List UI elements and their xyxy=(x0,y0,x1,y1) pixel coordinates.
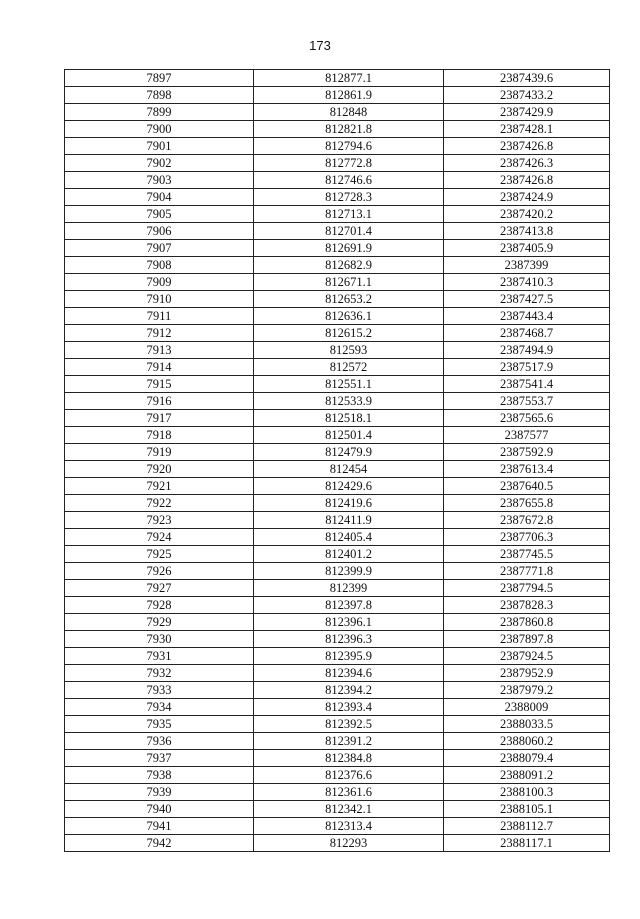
table-row xyxy=(65,444,610,461)
point-id-cell: 7907 xyxy=(65,240,254,257)
table-row xyxy=(65,189,610,206)
table-row xyxy=(65,818,610,835)
x-coordinate-cell: 812396.1 xyxy=(254,614,444,631)
table-row xyxy=(65,87,610,104)
point-id-cell: 7897 xyxy=(65,70,254,87)
y-coordinate-cell: 2388079.4 xyxy=(444,750,610,767)
x-coordinate-cell: 812361.6 xyxy=(254,784,444,801)
point-id-cell: 7909 xyxy=(65,274,254,291)
y-coordinate-cell: 2387427.5 xyxy=(444,291,610,308)
table-row xyxy=(65,121,610,138)
x-coordinate-cell: 812405.4 xyxy=(254,529,444,546)
x-coordinate-cell: 812394.6 xyxy=(254,665,444,682)
table-row xyxy=(65,376,610,393)
y-coordinate-cell: 2387553.7 xyxy=(444,393,610,410)
x-coordinate-cell: 812419.6 xyxy=(254,495,444,512)
x-coordinate-cell: 812454 xyxy=(254,461,444,478)
point-id-cell: 7913 xyxy=(65,342,254,359)
x-coordinate-cell: 812877.1 xyxy=(254,70,444,87)
point-id-cell: 7932 xyxy=(65,665,254,682)
y-coordinate-cell: 2388033.5 xyxy=(444,716,610,733)
table-row xyxy=(65,682,610,699)
x-coordinate-cell: 812682.9 xyxy=(254,257,444,274)
coordinates-table xyxy=(64,69,610,852)
y-coordinate-cell: 2387924.5 xyxy=(444,648,610,665)
point-id-cell: 7915 xyxy=(65,376,254,393)
table-row xyxy=(65,648,610,665)
point-id-cell: 7934 xyxy=(65,699,254,716)
y-coordinate-cell: 2387577 xyxy=(444,427,610,444)
table-row xyxy=(65,155,610,172)
y-coordinate-cell: 2387771.8 xyxy=(444,563,610,580)
x-coordinate-cell: 812393.4 xyxy=(254,699,444,716)
point-id-cell: 7929 xyxy=(65,614,254,631)
point-id-cell: 7939 xyxy=(65,784,254,801)
table-row xyxy=(65,308,610,325)
point-id-cell: 7908 xyxy=(65,257,254,274)
y-coordinate-cell: 2388105.1 xyxy=(444,801,610,818)
table-row xyxy=(65,427,610,444)
x-coordinate-cell: 812394.2 xyxy=(254,682,444,699)
point-id-cell: 7919 xyxy=(65,444,254,461)
y-coordinate-cell: 2388112.7 xyxy=(444,818,610,835)
x-coordinate-cell: 812518.1 xyxy=(254,410,444,427)
y-coordinate-cell: 2387420.2 xyxy=(444,206,610,223)
table-row xyxy=(65,614,610,631)
table-row xyxy=(65,512,610,529)
table-row xyxy=(65,784,610,801)
point-id-cell: 7938 xyxy=(65,767,254,784)
y-coordinate-cell: 2387640.5 xyxy=(444,478,610,495)
point-id-cell: 7927 xyxy=(65,580,254,597)
y-coordinate-cell: 2387613.4 xyxy=(444,461,610,478)
x-coordinate-cell: 812794.6 xyxy=(254,138,444,155)
point-id-cell: 7911 xyxy=(65,308,254,325)
x-coordinate-cell: 812551.1 xyxy=(254,376,444,393)
table-row xyxy=(65,393,610,410)
x-coordinate-cell: 812593 xyxy=(254,342,444,359)
x-coordinate-cell: 812501.4 xyxy=(254,427,444,444)
x-coordinate-cell: 812671.1 xyxy=(254,274,444,291)
y-coordinate-cell: 2387979.2 xyxy=(444,682,610,699)
point-id-cell: 7931 xyxy=(65,648,254,665)
table-body xyxy=(65,70,610,852)
y-coordinate-cell: 2388091.2 xyxy=(444,767,610,784)
y-coordinate-cell: 2388117.1 xyxy=(444,835,610,852)
y-coordinate-cell: 2387399 xyxy=(444,257,610,274)
table-row xyxy=(65,461,610,478)
y-coordinate-cell: 2388100.3 xyxy=(444,784,610,801)
table-row xyxy=(65,240,610,257)
point-id-cell: 7902 xyxy=(65,155,254,172)
point-id-cell: 7928 xyxy=(65,597,254,614)
y-coordinate-cell: 2387433.2 xyxy=(444,87,610,104)
table-row xyxy=(65,257,610,274)
y-coordinate-cell: 2388009 xyxy=(444,699,610,716)
x-coordinate-cell: 812429.6 xyxy=(254,478,444,495)
point-id-cell: 7941 xyxy=(65,818,254,835)
point-id-cell: 7916 xyxy=(65,393,254,410)
point-id-cell: 7937 xyxy=(65,750,254,767)
point-id-cell: 7936 xyxy=(65,733,254,750)
y-coordinate-cell: 2387405.9 xyxy=(444,240,610,257)
x-coordinate-cell: 812395.9 xyxy=(254,648,444,665)
y-coordinate-cell: 2387424.9 xyxy=(444,189,610,206)
x-coordinate-cell: 812411.9 xyxy=(254,512,444,529)
x-coordinate-cell: 812391.2 xyxy=(254,733,444,750)
table-row xyxy=(65,665,610,682)
table-row xyxy=(65,291,610,308)
table-row xyxy=(65,172,610,189)
table-row xyxy=(65,529,610,546)
point-id-cell: 7933 xyxy=(65,682,254,699)
point-id-cell: 7903 xyxy=(65,172,254,189)
table-row xyxy=(65,206,610,223)
y-coordinate-cell: 2387655.8 xyxy=(444,495,610,512)
x-coordinate-cell: 812636.1 xyxy=(254,308,444,325)
y-coordinate-cell: 2387426.8 xyxy=(444,138,610,155)
x-coordinate-cell: 812313.4 xyxy=(254,818,444,835)
table-row xyxy=(65,70,610,87)
table-row xyxy=(65,325,610,342)
table-row xyxy=(65,801,610,818)
x-coordinate-cell: 812615.2 xyxy=(254,325,444,342)
y-coordinate-cell: 2387426.3 xyxy=(444,155,610,172)
table-row xyxy=(65,716,610,733)
point-id-cell: 7918 xyxy=(65,427,254,444)
y-coordinate-cell: 2387494.9 xyxy=(444,342,610,359)
y-coordinate-cell: 2387410.3 xyxy=(444,274,610,291)
table-row xyxy=(65,563,610,580)
x-coordinate-cell: 812401.2 xyxy=(254,546,444,563)
point-id-cell: 7910 xyxy=(65,291,254,308)
y-coordinate-cell: 2387517.9 xyxy=(444,359,610,376)
x-coordinate-cell: 812861.9 xyxy=(254,87,444,104)
y-coordinate-cell: 2387429.9 xyxy=(444,104,610,121)
y-coordinate-cell: 2387565.6 xyxy=(444,410,610,427)
table-row xyxy=(65,597,610,614)
x-coordinate-cell: 812293 xyxy=(254,835,444,852)
y-coordinate-cell: 2387426.8 xyxy=(444,172,610,189)
y-coordinate-cell: 2387468.7 xyxy=(444,325,610,342)
x-coordinate-cell: 812392.5 xyxy=(254,716,444,733)
table-row xyxy=(65,631,610,648)
x-coordinate-cell: 812533.9 xyxy=(254,393,444,410)
y-coordinate-cell: 2387413.8 xyxy=(444,223,610,240)
point-id-cell: 7920 xyxy=(65,461,254,478)
x-coordinate-cell: 812342.1 xyxy=(254,801,444,818)
y-coordinate-cell: 2387794.5 xyxy=(444,580,610,597)
table-row xyxy=(65,546,610,563)
table-row xyxy=(65,342,610,359)
table-row xyxy=(65,138,610,155)
point-id-cell: 7906 xyxy=(65,223,254,240)
x-coordinate-cell: 812653.2 xyxy=(254,291,444,308)
point-id-cell: 7921 xyxy=(65,478,254,495)
table-row xyxy=(65,104,610,121)
point-id-cell: 7914 xyxy=(65,359,254,376)
point-id-cell: 7922 xyxy=(65,495,254,512)
point-id-cell: 7905 xyxy=(65,206,254,223)
y-coordinate-cell: 2387706.3 xyxy=(444,529,610,546)
y-coordinate-cell: 2387428.1 xyxy=(444,121,610,138)
y-coordinate-cell: 2387541.4 xyxy=(444,376,610,393)
point-id-cell: 7923 xyxy=(65,512,254,529)
y-coordinate-cell: 2387952.9 xyxy=(444,665,610,682)
y-coordinate-cell: 2387860.8 xyxy=(444,614,610,631)
x-coordinate-cell: 812479.9 xyxy=(254,444,444,461)
table-row xyxy=(65,478,610,495)
table-row xyxy=(65,359,610,376)
point-id-cell: 7930 xyxy=(65,631,254,648)
point-id-cell: 7899 xyxy=(65,104,254,121)
point-id-cell: 7940 xyxy=(65,801,254,818)
table-row xyxy=(65,767,610,784)
x-coordinate-cell: 812713.1 xyxy=(254,206,444,223)
point-id-cell: 7925 xyxy=(65,546,254,563)
table-row xyxy=(65,495,610,512)
y-coordinate-cell: 2387443.4 xyxy=(444,308,610,325)
point-id-cell: 7900 xyxy=(65,121,254,138)
table-row xyxy=(65,580,610,597)
point-id-cell: 7901 xyxy=(65,138,254,155)
y-coordinate-cell: 2387828.3 xyxy=(444,597,610,614)
x-coordinate-cell: 812728.3 xyxy=(254,189,444,206)
x-coordinate-cell: 812821.8 xyxy=(254,121,444,138)
table-row xyxy=(65,410,610,427)
x-coordinate-cell: 812384.8 xyxy=(254,750,444,767)
point-id-cell: 7917 xyxy=(65,410,254,427)
coordinates-table-container xyxy=(64,69,609,852)
point-id-cell: 7904 xyxy=(65,189,254,206)
x-coordinate-cell: 812396.3 xyxy=(254,631,444,648)
y-coordinate-cell: 2387439.6 xyxy=(444,70,610,87)
y-coordinate-cell: 2387897.8 xyxy=(444,631,610,648)
point-id-cell: 7898 xyxy=(65,87,254,104)
table-row xyxy=(65,750,610,767)
x-coordinate-cell: 812376.6 xyxy=(254,767,444,784)
x-coordinate-cell: 812772.8 xyxy=(254,155,444,172)
x-coordinate-cell: 812691.9 xyxy=(254,240,444,257)
x-coordinate-cell: 812399.9 xyxy=(254,563,444,580)
x-coordinate-cell: 812397.8 xyxy=(254,597,444,614)
table-row xyxy=(65,274,610,291)
y-coordinate-cell: 2387592.9 xyxy=(444,444,610,461)
x-coordinate-cell: 812848 xyxy=(254,104,444,121)
point-id-cell: 7942 xyxy=(65,835,254,852)
y-coordinate-cell: 2387672.8 xyxy=(444,512,610,529)
table-row xyxy=(65,699,610,716)
point-id-cell: 7935 xyxy=(65,716,254,733)
point-id-cell: 7912 xyxy=(65,325,254,342)
table-row xyxy=(65,223,610,240)
point-id-cell: 7926 xyxy=(65,563,254,580)
page-number: 173 xyxy=(309,38,331,53)
x-coordinate-cell: 812701.4 xyxy=(254,223,444,240)
x-coordinate-cell: 812746.6 xyxy=(254,172,444,189)
x-coordinate-cell: 812399 xyxy=(254,580,444,597)
table-row xyxy=(65,835,610,852)
point-id-cell: 7924 xyxy=(65,529,254,546)
table-row xyxy=(65,733,610,750)
x-coordinate-cell: 812572 xyxy=(254,359,444,376)
y-coordinate-cell: 2388060.2 xyxy=(444,733,610,750)
y-coordinate-cell: 2387745.5 xyxy=(444,546,610,563)
